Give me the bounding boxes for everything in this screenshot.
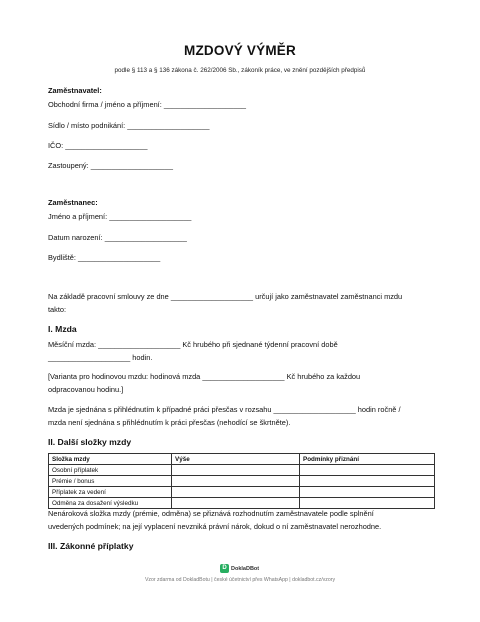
document-title: MZDOVÝ VÝMĚR [184, 43, 296, 58]
table-cell [300, 498, 435, 509]
employer-seat-field: Sídlo / místo podnikání: ____________________ [48, 121, 210, 130]
table-cell [172, 465, 300, 476]
section-2-heading: II. Další složky mzdy [48, 437, 132, 447]
hourly-variant-line-1: [Varianta pro hodinovou mzdu: hodinová mzda ____________________ Kč hrubého za každou [48, 372, 361, 381]
intro-line-1: Na základě pracovní smlouvy ze dne ____________________ určují jako zaměstnavatel zaměstnanci mzdu [48, 292, 403, 301]
employee-residence-field: Bydliště: ____________________ [48, 253, 161, 262]
table-cell [300, 465, 435, 476]
non-entitlement-note-line-2: uvedených podmínek; na její vyplacení nevzniká právní nárok, dokud o ní zaměstnavatel nerozhodne. [48, 522, 382, 531]
dokladbot-logo [220, 563, 259, 574]
table-cell [300, 476, 435, 487]
non-entitlement-note-line-1: Nenároková složka mzdy (prémie, odměna) se přiznává rozhodnutím zaměstnavatele podle splnění [48, 509, 374, 518]
footer-text: Vzor zdarma od DokladBotu | české účetnictví přes WhatsApp | dokladbot.cz/vzory [144, 577, 336, 583]
table-cell: Odměna za dosažení výsledku [49, 498, 172, 509]
table-row [49, 487, 435, 498]
table-cell [300, 487, 435, 498]
monthly-wage-line-1: Měsíční mzda: ____________________ Kč hrubého při sjednané týdenní pracovní době [48, 340, 338, 349]
hourly-variant-line-2: odpracovanou hodinu.] [48, 385, 124, 394]
intro-line-2: takto: [48, 305, 67, 314]
monthly-wage-line-2: ____________________ hodin. [48, 353, 153, 362]
dokladbot-logo-icon: D [220, 564, 229, 573]
section-3-heading: III. Zákonné příplatky [48, 541, 134, 551]
table-header-cell: Složka mzdy [49, 454, 172, 465]
wage-components-table [48, 453, 435, 509]
table-cell [172, 487, 300, 498]
table-header-cell: Podmínky přiznání [300, 454, 435, 465]
employee-birth-field: Datum narození: ____________________ [48, 233, 187, 242]
table-row [49, 476, 435, 487]
table-row [49, 498, 435, 509]
employee-heading: Zaměstnanec: [48, 198, 98, 207]
table-cell: Osobní příplatek [49, 465, 172, 476]
dokladbot-logo-text: DoklaDBot [231, 565, 260, 572]
employee-name-field: Jméno a příjmení: ____________________ [48, 212, 192, 221]
table-cell [172, 498, 300, 509]
table-cell: Prémie / bonus [49, 476, 172, 487]
table-row [49, 465, 435, 476]
document-subtitle: podle § 113 a § 136 zákona č. 262/2006 Sb., zákoník práce, ve znění pozdějších předpisů [114, 67, 366, 74]
section-1-heading: I. Mzda [48, 324, 77, 334]
table-header-cell: Výše [172, 454, 300, 465]
employer-company-field: Obchodní firma / jméno a příjmení: ____________________ [48, 100, 247, 109]
employer-representative-field: Zastoupený: ____________________ [48, 161, 173, 170]
table-cell [172, 476, 300, 487]
overtime-line-2: mzda není sjednána s přihlédnutím k práci přesčas (nehodící se škrtněte). [48, 418, 291, 427]
table-cell: Příplatek za vedení [49, 487, 172, 498]
table-header-row [49, 454, 435, 465]
employer-heading: Zaměstnavatel: [48, 86, 102, 95]
employer-ico-field: IČO: ____________________ [48, 141, 148, 150]
overtime-line-1: Mzda je sjednána s přihlédnutím k případné práci přesčas v rozsahu ____________________ hodin ročně / [48, 405, 401, 414]
